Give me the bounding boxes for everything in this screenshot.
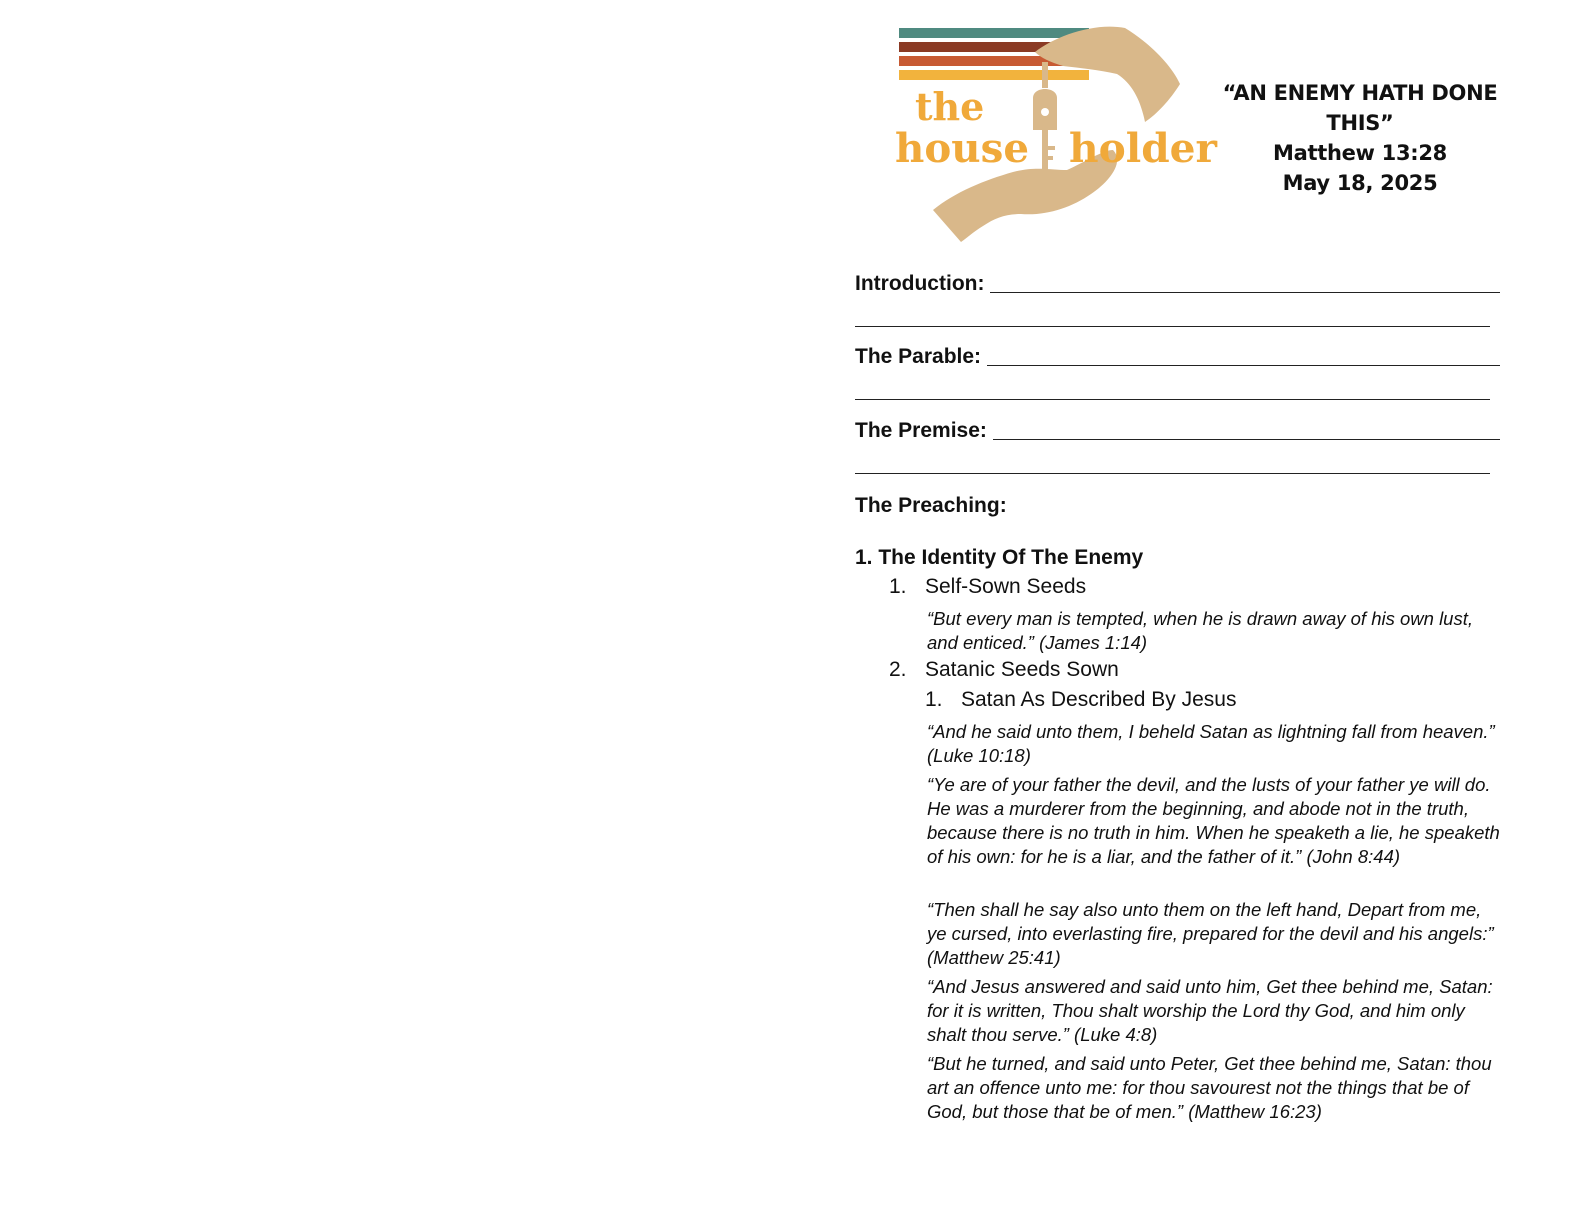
- introduction-second-line[interactable]: [855, 296, 1490, 327]
- scripture-reference: Matthew 13:28: [1273, 141, 1447, 165]
- sermon-title: “AN ENEMY HATH DONE THIS”: [1222, 81, 1498, 135]
- point-1-heading: 1. The Identity Of The Enemy: [855, 546, 1144, 569]
- sermon-header: [1190, 78, 1530, 198]
- parable-blank-line[interactable]: [987, 345, 1500, 366]
- parable-second-line[interactable]: [855, 369, 1490, 400]
- sub-point-label: Satanic Seeds Sown: [925, 658, 1119, 681]
- premise-label: The Premise:: [855, 419, 987, 442]
- sub-point-number: 2.: [889, 658, 907, 681]
- introduction-label: Introduction:: [855, 272, 985, 295]
- logo-stripe-gold: [899, 70, 1089, 80]
- logo-word-house: house: [895, 125, 1029, 172]
- parable-label: The Parable:: [855, 345, 982, 368]
- sub-sub-point-described-by-jesus: [925, 688, 1236, 712]
- sub-point-self-sown: [889, 575, 1086, 599]
- sub-sub-point-number: 1.: [925, 688, 943, 711]
- house-holder-logo: [895, 22, 1235, 246]
- premise-field: [855, 419, 1500, 474]
- introduction-blank-line[interactable]: [990, 272, 1500, 293]
- sub-point-number: 1.: [889, 575, 907, 598]
- quote-john-8-44: “Ye are of your father the devil, and the lusts of your father ye will do. He was a murderer from the beginning, and abode not in the truth, because there is no truth in him. When he speaketh a lie, he speaketh of his own: for he is a liar, and the father of it.” (John 8:44): [927, 774, 1500, 867]
- sub-sub-point-label: Satan As Described By Jesus: [961, 688, 1237, 711]
- premise-blank-line[interactable]: [993, 419, 1500, 440]
- quote-james-1-14: “But every man is tempted, when he is drawn away of his own lust, and enticed.” (James 1:14): [927, 608, 1474, 653]
- quote-matthew-16-23: “But he turned, and said unto Peter, Get thee behind me, Satan: thou art an offence unto me: for thou savourest not the things that be of God, but those that be of men.” (Matthew 16:23): [927, 1053, 1492, 1122]
- introduction-field: [855, 272, 1500, 327]
- parable-field: [855, 345, 1500, 400]
- logo-word-holder: holder: [1069, 125, 1218, 172]
- sermon-date: May 18, 2025: [1282, 171, 1438, 195]
- quote-matthew-25-41: “Then shall he say also unto them on the left hand, Depart from me, ye cursed, into everlasting fire, prepared for the devil and his angels:” (Matthew 25:41): [927, 899, 1494, 968]
- premise-second-line[interactable]: [855, 443, 1490, 474]
- quote-luke-10-18: “And he said unto them, I beheld Satan as lightning fall from heaven.” (Luke 10:18): [927, 721, 1495, 766]
- logo-word-the: the: [915, 84, 985, 129]
- quote-luke-4-8: “And Jesus answered and said unto him, Get thee behind me, Satan: for it is written, Thou shalt worship the Lord thy God, and him only shalt thou serve.” (Luke 4:8): [927, 976, 1493, 1045]
- preaching-heading: The Preaching:: [855, 494, 1007, 517]
- sub-point-label: Self-Sown Seeds: [925, 575, 1087, 598]
- logo-stripe-teal: [899, 28, 1089, 38]
- sub-point-satanic-seeds: [889, 658, 1119, 682]
- bulletin-page: [855, 0, 1555, 1224]
